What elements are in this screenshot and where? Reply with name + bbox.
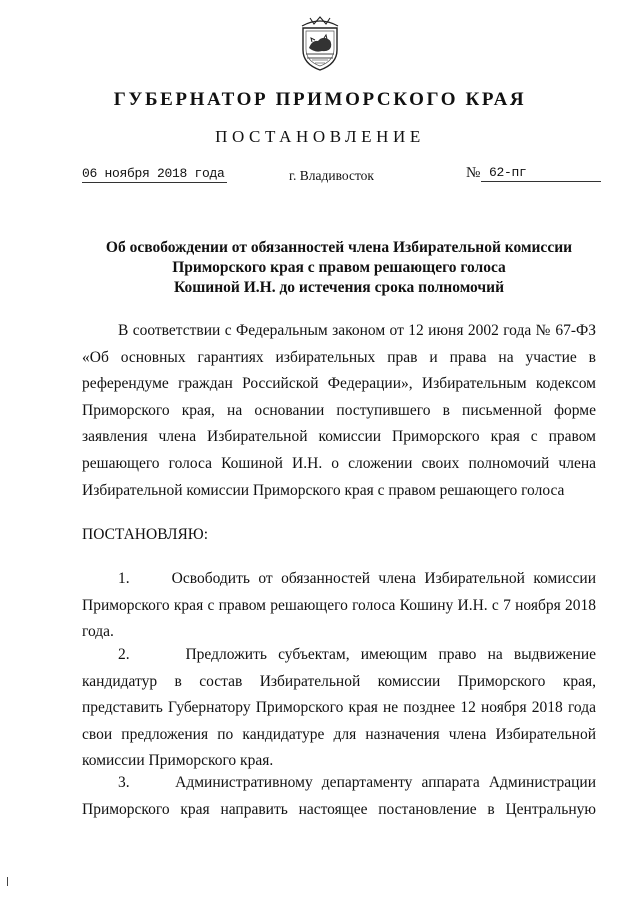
- document-number: 62-пг: [489, 165, 527, 180]
- resolve-heading: ПОСТАНОВЛЯЮ:: [82, 526, 209, 543]
- document-type: ПОСТАНОВЛЕНИЕ: [215, 127, 425, 146]
- subject-line: Кошиной И.Н. до истечения срока полномочий: [173, 279, 505, 296]
- subject-line: Приморского края с правом решающего голоса: [172, 259, 506, 276]
- subject-line: Об освобождении от обязанностей члена Избирательной комиссии: [105, 239, 573, 256]
- coat-of-arms-icon: [298, 14, 342, 72]
- document-date: 06 ноября 2018 года: [82, 166, 225, 181]
- resolution-item-2: 2. Предложить субъектам, имеющим право на выдвижение кандидатур в состав Избирательной комиссии Приморского края, представить Губернатору Приморского края не позднее 12 ноября 2018 года свои предложения по кандидатуре для назначения члена Избирательной комиссии Приморского края.: [82, 646, 596, 770]
- margin-mark: [7, 877, 8, 886]
- resolution-item-1: 1. Освободить от обязанностей члена Избирательной комиссии Приморского края с правом решающего голоса Кошину И.Н. с 7 ноября 2018 года.: [82, 570, 596, 641]
- preamble-paragraph: В соответствии с Федеральным законом от 12 июня 2002 года № 67-ФЗ «Об основных гарантиях избирательных прав и права на участие в референдуме граждан Российской Федерации», Избирательным кодексом Приморского края, на основании поступившего в письменной форме заявления члена Избирательной комиссии Приморского края с правом решающего голоса Кошиной И.Н. о сложении своих полномочий члена Избирательной комиссии Приморского края с правом решающего голоса: [82, 322, 596, 499]
- number-sign: №: [466, 165, 481, 181]
- number-underline: [481, 181, 601, 182]
- org-title: ГУБЕРНАТОР ПРИМОРСКОГО КРАЯ: [113, 89, 527, 110]
- resolution-item-3: 3. Административному департаменту аппарата Администрации Приморского края направить настоящее постановление в Центральную: [82, 774, 596, 818]
- document-city: г. Владивосток: [289, 168, 374, 183]
- document-subject: [82, 238, 596, 298]
